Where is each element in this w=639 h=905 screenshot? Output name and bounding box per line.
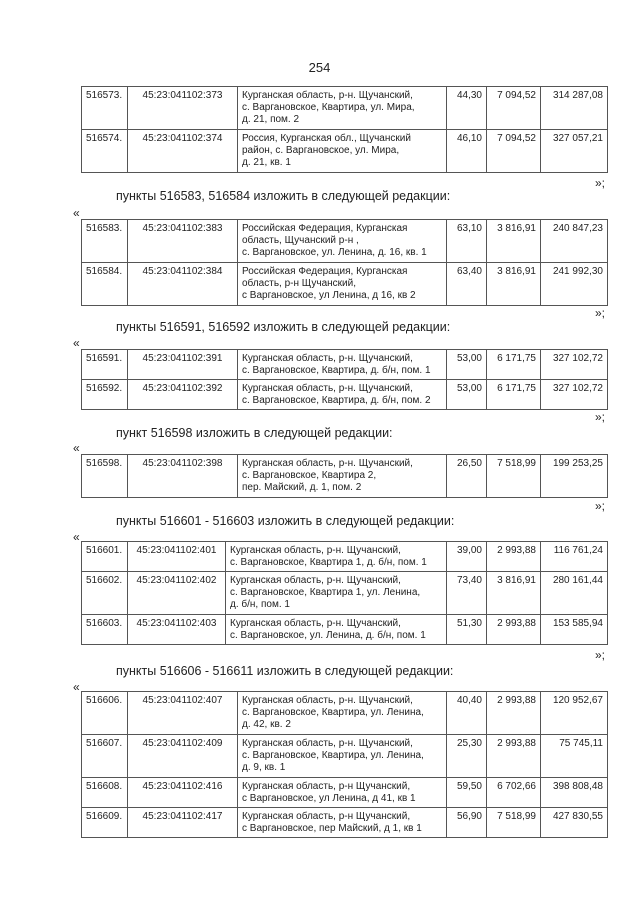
- address: Курганская область, р-н. Щучанский, с. Варгановское, Квартира 1, ул. Ленина, д. б/н, пом. 1: [226, 572, 447, 615]
- address: Курганская область, р-н. Щучанский, с. Варгановское, Квартира 2, пер. Майский, д. 1, пом. 2: [238, 455, 447, 498]
- table-row: [82, 130, 608, 173]
- total: 153 585,94: [541, 615, 608, 645]
- closing-quote: »;: [595, 648, 606, 662]
- total: 199 253,25: [541, 455, 608, 498]
- row-number: 516584.: [82, 263, 128, 306]
- closing-quote: »;: [595, 306, 606, 320]
- table-row: [82, 220, 608, 263]
- total: 241 992,30: [541, 263, 608, 306]
- opening-quote: «: [73, 336, 80, 350]
- closing-quote: »;: [595, 499, 606, 513]
- row-number: 516591.: [82, 350, 128, 380]
- area: 25,30: [447, 735, 487, 778]
- table-row: [82, 380, 608, 410]
- cadastral-number: 45:23:041102:373: [128, 87, 238, 130]
- price: 7 518,99: [487, 808, 541, 838]
- address: Курганская область, р-н Щучанский, с Варгановское, ул Ленина, д 41, кв 1: [238, 778, 447, 808]
- address: Курганская область, р-н. Щучанский, с. Варгановское, Квартира, ул. Ленина, д. 42, кв. 2: [238, 692, 447, 735]
- row-number: 516592.: [82, 380, 128, 410]
- closing-quote: »;: [595, 410, 606, 424]
- total: 75 745,11: [541, 735, 608, 778]
- total: 327 057,21: [541, 130, 608, 173]
- row-number: 516606.: [82, 692, 128, 735]
- row-number: 516609.: [82, 808, 128, 838]
- area: 63,40: [447, 263, 487, 306]
- property-table-0: [81, 86, 608, 173]
- cadastral-number: 45:23:041102:374: [128, 130, 238, 173]
- table-row: [82, 455, 608, 498]
- total: 240 847,23: [541, 220, 608, 263]
- area: 40,40: [447, 692, 487, 735]
- row-number: 516598.: [82, 455, 128, 498]
- cadastral-number: 45:23:041102:416: [128, 778, 238, 808]
- price: 7 518,99: [487, 455, 541, 498]
- price: 6 702,66: [487, 778, 541, 808]
- area: 53,00: [447, 350, 487, 380]
- row-number: 516608.: [82, 778, 128, 808]
- price: 3 816,91: [487, 263, 541, 306]
- price: 7 094,52: [487, 87, 541, 130]
- address: Курганская область, р-н Щучанский, с Варгановское, пер Майский, д 1, кв 1: [238, 808, 447, 838]
- price: 6 171,75: [487, 380, 541, 410]
- address: Курганская область, р-н. Щучанский, с. Варгановское, Квартира, ул. Ленина, д. 9, кв. 1: [238, 735, 447, 778]
- row-number: 516574.: [82, 130, 128, 173]
- total: 314 287,08: [541, 87, 608, 130]
- price: 2 993,88: [487, 692, 541, 735]
- opening-quote: «: [73, 441, 80, 455]
- table-row: [82, 692, 608, 735]
- area: 46,10: [447, 130, 487, 173]
- area: 51,30: [447, 615, 487, 645]
- area: 44,30: [447, 87, 487, 130]
- table-row: [82, 808, 608, 838]
- price: 2 993,88: [487, 735, 541, 778]
- table-row: [82, 263, 608, 306]
- property-table-5: [81, 691, 608, 838]
- area: 59,50: [447, 778, 487, 808]
- table-row: [82, 615, 608, 645]
- page-number: 254: [308, 60, 331, 75]
- row-number: 516603.: [82, 615, 128, 645]
- opening-quote: «: [73, 206, 80, 220]
- cadastral-number: 45:23:041102:407: [128, 692, 238, 735]
- table-row: [82, 778, 608, 808]
- address: Курганская область, р-н. Щучанский, с. Варгановское, Квартира, д. б/н, пом. 1: [238, 350, 447, 380]
- instruction-text: пункты 516583, 516584 изложить в следующей редакции:: [116, 189, 451, 203]
- property-table-4: [81, 541, 608, 645]
- property-table-1: [81, 219, 608, 306]
- total: 427 830,55: [541, 808, 608, 838]
- area: 53,00: [447, 380, 487, 410]
- cadastral-number: 45:23:041102:383: [128, 220, 238, 263]
- row-number: 516583.: [82, 220, 128, 263]
- area: 56,90: [447, 808, 487, 838]
- price: 7 094,52: [487, 130, 541, 173]
- cadastral-number: 45:23:041102:401: [128, 542, 226, 572]
- table-row: [82, 350, 608, 380]
- area: 26,50: [447, 455, 487, 498]
- instruction-text: пункты 516606 - 516611 изложить в следующей редакции:: [116, 664, 454, 678]
- cadastral-number: 45:23:041102:402: [128, 572, 226, 615]
- address: Российская Федерация, Курганская область, р-н Щучанский, с Варгановское, ул Ленина, д 16, кв 2: [238, 263, 447, 306]
- instruction-text: пункты 516601 - 516603 изложить в следующей редакции:: [116, 514, 455, 528]
- cadastral-number: 45:23:041102:417: [128, 808, 238, 838]
- table-row: [82, 87, 608, 130]
- address: Российская Федерация, Курганская область, Щучанский р-н , с. Варгановское, ул. Ленина, д. 16, кв. 1: [238, 220, 447, 263]
- address: Курганская область, р-н. Щучанский, с. Варгановское, ул. Ленина, д. б/н, пом. 1: [226, 615, 447, 645]
- price: 3 816,91: [487, 572, 541, 615]
- price: 3 816,91: [487, 220, 541, 263]
- total: 398 808,48: [541, 778, 608, 808]
- total: 120 952,67: [541, 692, 608, 735]
- cadastral-number: 45:23:041102:409: [128, 735, 238, 778]
- table-row: [82, 542, 608, 572]
- property-table-2: [81, 349, 608, 410]
- cadastral-number: 45:23:041102:398: [128, 455, 238, 498]
- total: 280 161,44: [541, 572, 608, 615]
- price: 6 171,75: [487, 350, 541, 380]
- address: Курганская область, р-н. Щучанский, с. Варгановское, Квартира, д. б/н, пом. 2: [238, 380, 447, 410]
- row-number: 516601.: [82, 542, 128, 572]
- total: 327 102,72: [541, 350, 608, 380]
- opening-quote: «: [73, 680, 80, 694]
- closing-quote: »;: [595, 176, 606, 190]
- table-row: [82, 572, 608, 615]
- cadastral-number: 45:23:041102:403: [128, 615, 226, 645]
- cadastral-number: 45:23:041102:391: [128, 350, 238, 380]
- instruction-text: пункты 516591, 516592 изложить в следующей редакции:: [116, 320, 451, 334]
- instruction-text: пункт 516598 изложить в следующей редакции:: [116, 426, 393, 440]
- table-row: [82, 735, 608, 778]
- area: 63,10: [447, 220, 487, 263]
- cadastral-number: 45:23:041102:392: [128, 380, 238, 410]
- property-table-3: [81, 454, 608, 498]
- address: Курганская область, р-н. Щучанский, с. Варгановское, Квартира, ул. Мира, д. 21, пом. 2: [238, 87, 447, 130]
- row-number: 516602.: [82, 572, 128, 615]
- price: 2 993,88: [487, 615, 541, 645]
- row-number: 516573.: [82, 87, 128, 130]
- opening-quote: «: [73, 530, 80, 544]
- row-number: 516607.: [82, 735, 128, 778]
- total: 327 102,72: [541, 380, 608, 410]
- price: 2 993,88: [487, 542, 541, 572]
- area: 73,40: [447, 572, 487, 615]
- area: 39,00: [447, 542, 487, 572]
- total: 116 761,24: [541, 542, 608, 572]
- cadastral-number: 45:23:041102:384: [128, 263, 238, 306]
- address: Россия, Курганская обл., Щучанский район, с. Варгановское, ул. Мира, д. 21, кв. 1: [238, 130, 447, 173]
- address: Курганская область, р-н. Щучанский, с. Варгановское, Квартира 1, д. б/н, пом. 1: [226, 542, 447, 572]
